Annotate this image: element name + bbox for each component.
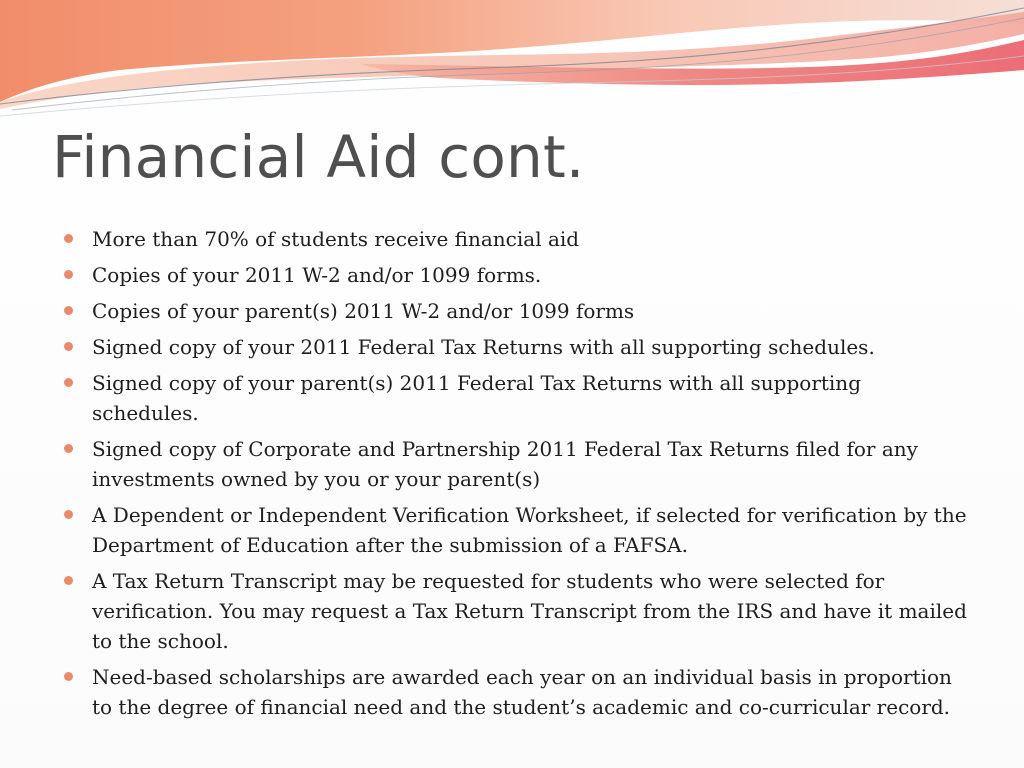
bullet-text: Signed copy of Corporate and Partnership 2011 Federal Tax Returns filed for any investments owned by you or your parent(s) (92, 437, 918, 491)
bullet-text: More than 70% of students receive financial aid (92, 227, 580, 251)
bullet-item (62, 500, 974, 560)
bullet-item (62, 434, 974, 494)
bullet-dot-icon (64, 234, 73, 243)
header-wave-decoration (0, 0, 1024, 130)
bullet-dot-icon (64, 306, 73, 315)
bullet-dot-icon (64, 342, 73, 351)
slide-title: Financial Aid cont. (52, 123, 585, 191)
bullet-text: A Tax Return Transcript may be requested for students who were selected for verification. You may request a Tax Return Transcript from the IRS and have it mailed to the school. (92, 569, 967, 653)
bullet-dot-icon (64, 672, 73, 681)
bullet-item (62, 332, 974, 362)
bullet-dot-icon (64, 270, 73, 279)
bullet-text: Signed copy of your parent(s) 2011 Federal Tax Returns with all supporting schedules. (92, 371, 861, 425)
bullet-dot-icon (64, 576, 73, 585)
bullet-item (62, 296, 974, 326)
bullet-item (62, 566, 974, 656)
bullet-item (62, 368, 974, 428)
bullet-dot-icon (64, 444, 73, 453)
bullet-item (62, 224, 974, 254)
bullet-item (62, 662, 974, 722)
bullet-text: A Dependent or Independent Verification Worksheet, if selected for verification by the Department of Education after the submission of a FAFSA. (92, 503, 967, 557)
bullet-item (62, 260, 974, 290)
bullet-dot-icon (64, 510, 73, 519)
bullet-text: Copies of your 2011 W-2 and/or 1099 forms. (92, 263, 542, 287)
bullet-text: Copies of your parent(s) 2011 W-2 and/or 1099 forms (92, 299, 635, 323)
bullet-text: Need-based scholarships are awarded each year on an individual basis in proportion to the degree of financial need and the student’s academic and co-curricular record. (92, 665, 952, 719)
bullet-dot-icon (64, 378, 73, 387)
bullet-text: Signed copy of your 2011 Federal Tax Returns with all supporting schedules. (92, 335, 875, 359)
bullet-list (62, 224, 974, 728)
